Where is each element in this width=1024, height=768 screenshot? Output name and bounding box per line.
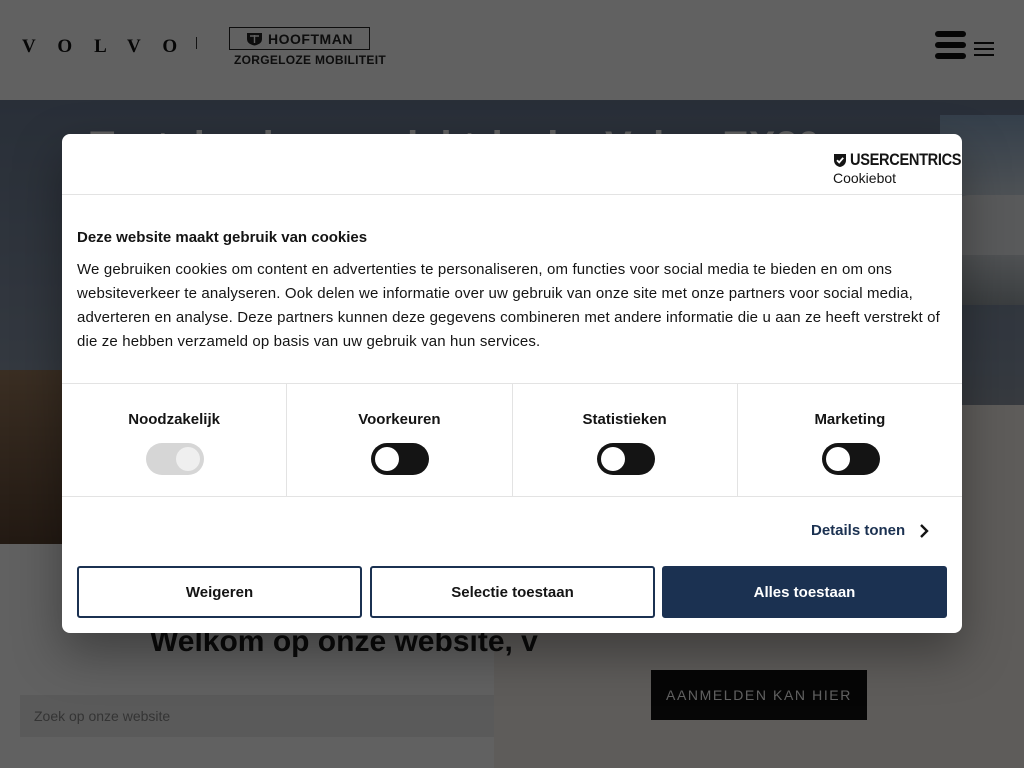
dialog-text: We gebruiken cookies om content en advertenties te personaliseren, om functies voor social media te bieden en om ons websiteverkeer te analyseren. Ook delen we informatie over uw gebruik van onze site met onze partners voor social media, adverteren en analyse. Deze partners kunnen deze gegevens combineren met andere informatie die u aan ze heeft verstrekt of die ze hebben verzameld op basis van uw gebruik van hun services.	[77, 261, 940, 350]
category-label: Marketing	[814, 411, 886, 428]
category-statistics	[513, 384, 738, 496]
consent-categories	[62, 383, 962, 497]
cookiebot-logo[interactable]	[833, 150, 962, 186]
toggle-knob	[176, 447, 200, 471]
toggle-statistics[interactable]	[597, 443, 655, 475]
toggle-knob	[375, 447, 399, 471]
dialog-header	[62, 134, 962, 195]
toggle-marketing[interactable]	[822, 443, 880, 475]
chevron-right-icon	[919, 523, 929, 539]
category-marketing	[738, 384, 962, 496]
category-necessary	[62, 384, 287, 496]
shield-check-icon	[833, 153, 847, 168]
details-label: Details tonen	[811, 522, 906, 539]
cookie-dialog	[62, 134, 962, 633]
category-label: Voorkeuren	[358, 411, 441, 428]
category-preferences	[287, 384, 512, 496]
toggle-knob	[601, 447, 625, 471]
provider-product: Cookiebot	[833, 170, 897, 186]
toggle-necessary	[146, 443, 204, 475]
allow-all-button[interactable]: Alles toestaan	[662, 566, 947, 618]
show-details-link[interactable]	[811, 522, 929, 539]
category-label: Statistieken	[582, 411, 667, 428]
category-label: Noodzakelijk	[128, 411, 220, 428]
allow-selection-button[interactable]: Selectie toestaan	[370, 566, 655, 618]
deny-button[interactable]: Weigeren	[77, 566, 362, 618]
provider-name: USERCENTRICS	[850, 150, 962, 169]
toggle-preferences[interactable]	[371, 443, 429, 475]
toggle-knob	[826, 447, 850, 471]
dialog-body	[77, 229, 947, 354]
dialog-title: Deze website maakt gebruik van cookies	[77, 229, 368, 246]
